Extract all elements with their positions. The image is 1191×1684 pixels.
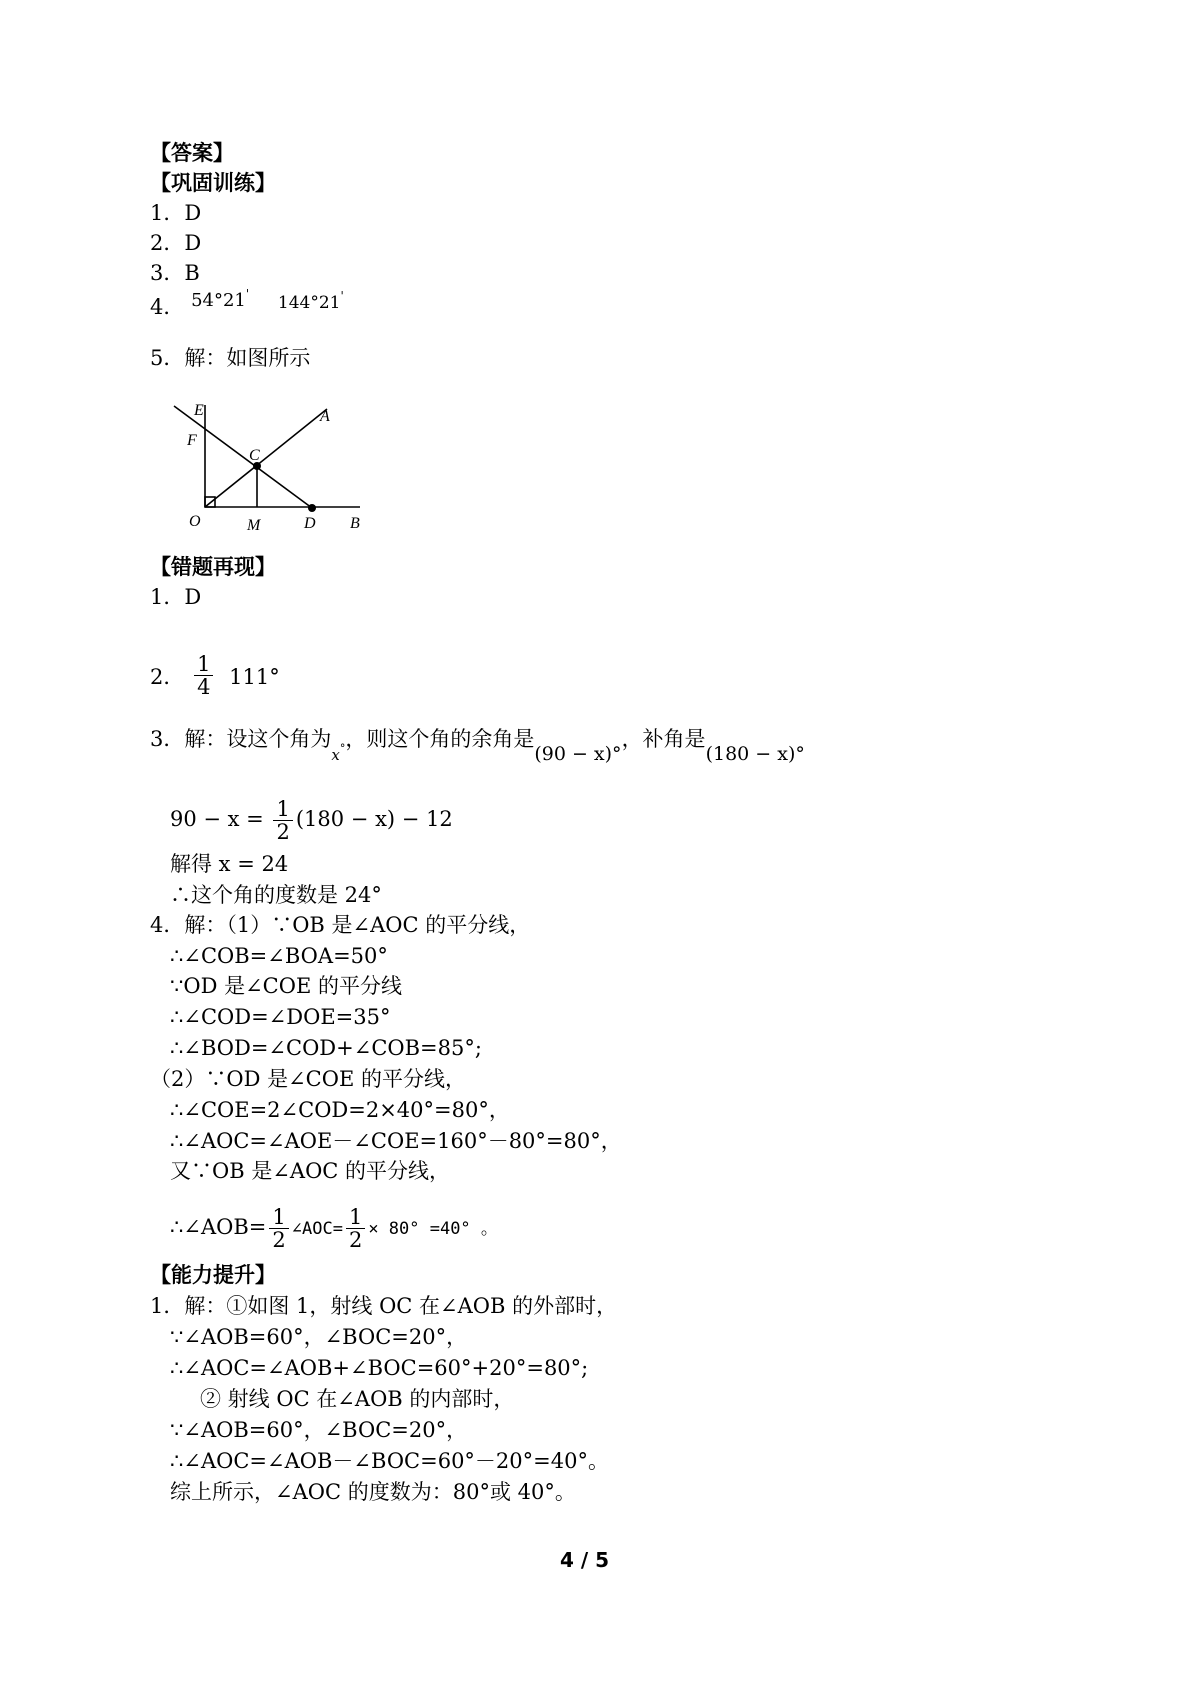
label-m: M (247, 517, 261, 534)
mistakes-answer-4-line-1: 4．解：（1）∵OB 是∠AOC 的平分线， (150, 913, 531, 937)
mistakes-answer-4-line-4: ∴∠COD=∠DOE=35° (170, 1005, 391, 1029)
mistakes-answer-4-line-6: （2）∵OD 是∠COE 的平分线， (150, 1067, 466, 1091)
q4-number: 4． (150, 295, 185, 319)
label-o: O (189, 513, 201, 530)
mistakes-answer-2: 2． $\frac{1}{4}$ 111° (150, 652, 280, 699)
mistakes-answer-4-line-7: ∴∠COE=2∠COD=2×40°=80°， (170, 1098, 510, 1122)
mistakes-answer-4-line-8: ∴∠AOC=∠AOE－∠COE=160°－80°=80°， (170, 1129, 622, 1153)
consolidate-answer-1: 1．D (150, 201, 202, 225)
q4-angle-a: 54°21' (191, 287, 250, 311)
ability-line-1: 1．解：①如图 1，射线 OC 在∠AOB 的外部时， (150, 1294, 618, 1318)
geometry-figure (172, 403, 372, 543)
label-b: B (350, 515, 360, 532)
mistakes-answer-4-line-9: 又∵OB 是∠AOC 的平分线， (170, 1159, 451, 1183)
mistakes-answer-3-conclusion: ∴这个角的度数是 24° (170, 883, 382, 907)
fraction-one-half-b: $\frac{1}{2}$ (346, 1206, 365, 1251)
mistakes-answer-3-intro: 3．解：设这个角为$_{x^\circ}$，则这个角的余角是(90 − x)°，补角是(180 − x)° (150, 727, 805, 765)
ability-line-3: ∴∠AOC=∠AOB+∠BOC=60°+20°=80°; (170, 1356, 589, 1380)
mistakes-answer-4-line-5: ∴∠BOD=∠COD+∠COB=85°; (170, 1036, 482, 1060)
point-d (308, 504, 316, 512)
mistakes-heading: 【错题再现】 (150, 555, 276, 579)
consolidate-answer-3: 3．B (150, 261, 200, 285)
label-c: C (249, 447, 260, 464)
label-f: F (187, 432, 197, 449)
ability-heading: 【能力提升】 (150, 1263, 276, 1287)
fraction-one-half-a: $\frac{1}{2}$ (269, 1206, 288, 1251)
mistakes-answer-3-solve: 解得 x = 24 (170, 852, 289, 876)
label-d: D (304, 515, 316, 532)
consolidate-answer-5: 5．解：如图所示 (150, 346, 311, 370)
mistakes-answer-4-line-10: ∴∠AOB= $\frac{1}{2}$ ∠AOC= $\frac{1}{2}$ × 80° =40° 。 (170, 1205, 498, 1252)
ability-line-2: ∵∠AOB=60°，∠BOC=20°， (170, 1325, 468, 1349)
consolidate-answer-4 (150, 287, 344, 323)
fraction-one-half: $\frac{1}{2}$ (273, 798, 292, 843)
q4-angle-b: 144°21' (277, 289, 344, 313)
ability-line-6: ∴∠AOC=∠AOB－∠BOC=60°－20°=40°。 (170, 1449, 609, 1473)
ray-oa (205, 409, 327, 507)
ability-line-7: 综上所示，∠AOC 的度数为：80°或 40°。 (170, 1480, 576, 1504)
fraction-one-quarter: $\frac{1}{4}$ (194, 653, 213, 698)
mistakes-answer-3-equation: 90 − x = $\frac{1}{2}$ (180 − x) − 12 (170, 797, 453, 844)
mistakes-answer-4-line-3: ∵OD 是∠COE 的平分线 (170, 974, 402, 998)
ability-line-5: ∵∠AOB=60°，∠BOC=20°， (170, 1418, 468, 1442)
consolidate-answer-2: 2．D (150, 231, 202, 255)
label-e: E (194, 403, 204, 419)
mistakes-answer-4-line-2: ∴∠COB=∠BOA=50° (170, 944, 388, 968)
label-a: A (320, 408, 330, 425)
line-fd (174, 406, 312, 508)
page-number: 4 / 5 (560, 1548, 610, 1572)
mistakes-answer-1: 1．D (150, 585, 202, 609)
ability-line-4: ② 射线 OC 在∠AOB 的内部时， (200, 1387, 515, 1411)
consolidate-heading: 【巩固训练】 (150, 171, 276, 195)
answer-heading: 【答案】 (150, 141, 234, 165)
